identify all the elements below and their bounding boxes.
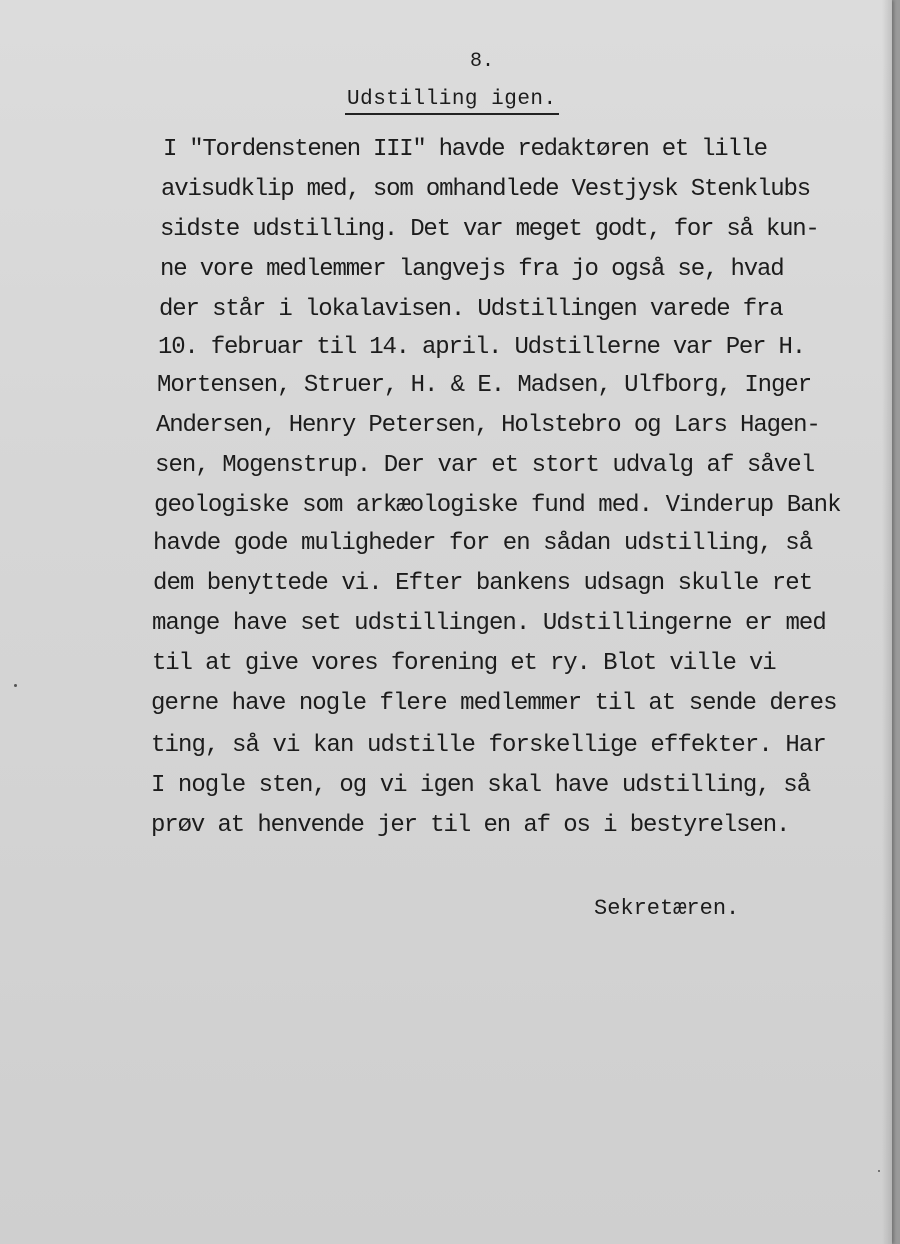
signature: Sekretæren.: [594, 896, 740, 921]
body-line: til at give vores forening et ry. Blot ville vi: [152, 650, 776, 677]
body-line: gerne have nogle flere medlemmer til at sende deres: [151, 690, 837, 717]
body-line: sidste udstilling. Det var meget godt, for så kun-: [160, 216, 819, 243]
body-line: Andersen, Henry Petersen, Holstebro og Lars Hagen-: [156, 412, 820, 439]
body-line: Mortensen, Struer, H. & E. Madsen, Ulfborg, Inger: [157, 372, 812, 399]
body-line: I "Tordenstenen III" havde redaktøren et lille: [163, 136, 767, 163]
body-line: ting, så vi kan udstille forskellige effekter. Har: [151, 732, 826, 759]
body-line: 10. februar til 14. april. Udstillerne var Per H.: [158, 334, 805, 361]
body-line: ne vore medlemmer langvejs fra jo også se, hvad: [160, 256, 784, 283]
body-line: geologiske som arkæologiske fund med. Vinderup Bank: [154, 492, 841, 519]
body-line: havde gode muligheder for en sådan udstilling, så: [153, 530, 813, 557]
paper-speck: [14, 684, 17, 687]
body-line: der står i lokalavisen. Udstillingen varede fra: [159, 296, 783, 323]
title-underline: [345, 113, 559, 115]
body-line: dem benyttede vi. Efter bankens udsagn skulle ret: [153, 570, 813, 597]
body-line: avisudklip med, som omhandlede Vestjysk Stenklubs: [161, 176, 810, 203]
page-number: 8.: [470, 50, 495, 73]
page-title: Udstilling igen.: [347, 88, 557, 111]
paper-speck: [878, 1170, 880, 1172]
body-line: mange have set udstillingen. Udstillingerne er med: [152, 610, 826, 637]
body-line: sen, Mogenstrup. Der var et stort udvalg af såvel: [155, 452, 815, 479]
body-line: I nogle sten, og vi igen skal have udstilling, så: [151, 772, 811, 799]
body-line: prøv at henvende jer til en af os i bestyrelsen.: [151, 812, 790, 839]
